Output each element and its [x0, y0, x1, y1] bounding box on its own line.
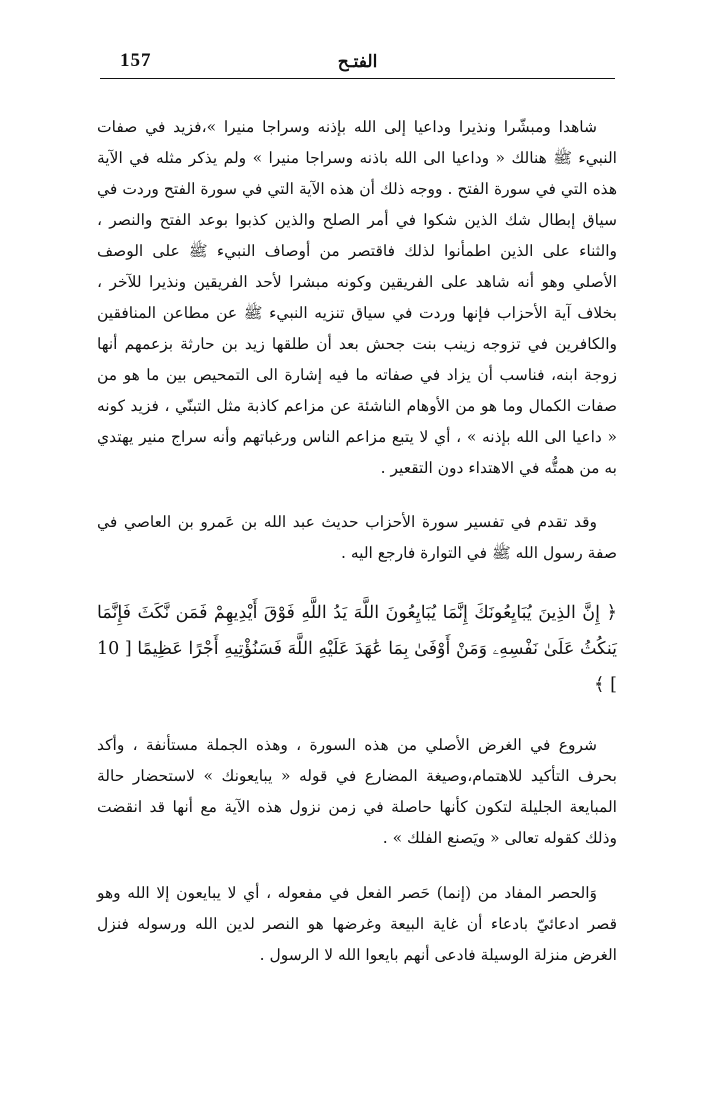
tafsir-paragraph-1: شاهدا ومبشّرا ونذيرا وداعيا إلى الله بإذنه وسراجا منيرا »،فزيد في صفات النبيء ﷺ هنالك « وداعيا الى الله باذنه وسراجا منيرا » ولم يذكر مثله في الآية هذه التي في سورة الفتح . ووجه ذلك أن هذه الآية التي في سورة الفتح وردت في سياق إبطال شك الذين شكوا في أمر الصلح والذين كذبوا بوعد الفتح والنصر ، والثناء على الذين اطمأنوا لذلك فاقتصر من أوصاف النبيء ﷺ على الوصف الأصلي وهو أنه شاهد على الفريقين وكونه مبشرا لأحد الفريقين ونذيرا للآخر ، بخلاف آية الأحزاب فإنها وردت في سياق تنزيه النبيء ﷺ عن مطاعن المنافقين والكافرين في تزوجه زينب بنت جحش بعد أن طلقها زيد بن حارثة بزعمهم أنها زوجة ابنه، فناسب أن يزاد في صفاته ما فيه إشارة الى التمحيص بين ما هو من صفات الكمال وما هو من الأوهام الناشئة عن مزاعم كاذبة مثل التبنّي ، فزيد كونه « داعيا الى الله بإذنه » ، أي لا يتبع مزاعم الناس ورغباتهم وأنه سراج منير يهتدي به من همتُّه في الاهتداء دون التقعير . [97, 118, 617, 477]
header-divider [100, 78, 615, 79]
tafsir-paragraph-4: وَالحصر المفاد من (إنما) حَصر الفعل في مفعوله ، أي لا يبايعون إلا الله وهو قصر ادعائيّ بادعاء أن غاية البيعة وغرضها هو النصر لدين الله ورسوله فنزل الغرض منزلة الوسيلة فادعى أنهم بايعوا الله لا الرسول . [97, 884, 617, 964]
page-header [100, 48, 615, 78]
quran-verse [97, 595, 617, 703]
page-number: 157 [120, 50, 152, 71]
verse-close-bracket: ﴾ [594, 674, 605, 695]
tafsir-paragraph-2: وقد تقدم في تفسير سورة الأحزاب حديث عبد الله بن عَمرو بن العاصي في صفة رسول الله ﷺ في التوارة فارجع اليه . [97, 513, 617, 562]
verse-number: [ 10 ] [97, 639, 617, 695]
verse-text: إِنَّ الذِينَ يُبَايِعُونَكَ إِنَّمَا يُبَايِعُونَ اللَّهَ يَدُ اللَّهِ فَوْقَ أَيْدِيهِمْ فَمَن نَّكَثَ فَإِنَّمَا يَنكُثُ عَلَىٰ نَفْسِهِۦ وَمَنْ أَوْفَىٰ بِمَا عَٰهَدَ عَلَيْهِ اللَّهَ فَسَنُؤْتِيهِ أَجْرًا عَظِيمًا [97, 603, 617, 659]
page-body [97, 112, 617, 995]
tafsir-paragraph-3: شروع في الغرض الأصلي من هذه السورة ، وهذه الجملة مستأنفة ، وأكد بحرف التأكيد للاهتمام،وصيغة المضارع في قوله « يبايعونك » لاستحضار حالة المبايعة الجليلة لتكون كأنها حاصلة في زمن نزول هذه الآية مع أنها قد انقضت وذلك كقوله تعالى « ويَصنع الفلك » . [97, 736, 617, 847]
verse-open-bracket: ﴿ [606, 602, 617, 623]
running-title: الفتـح [337, 52, 378, 72]
